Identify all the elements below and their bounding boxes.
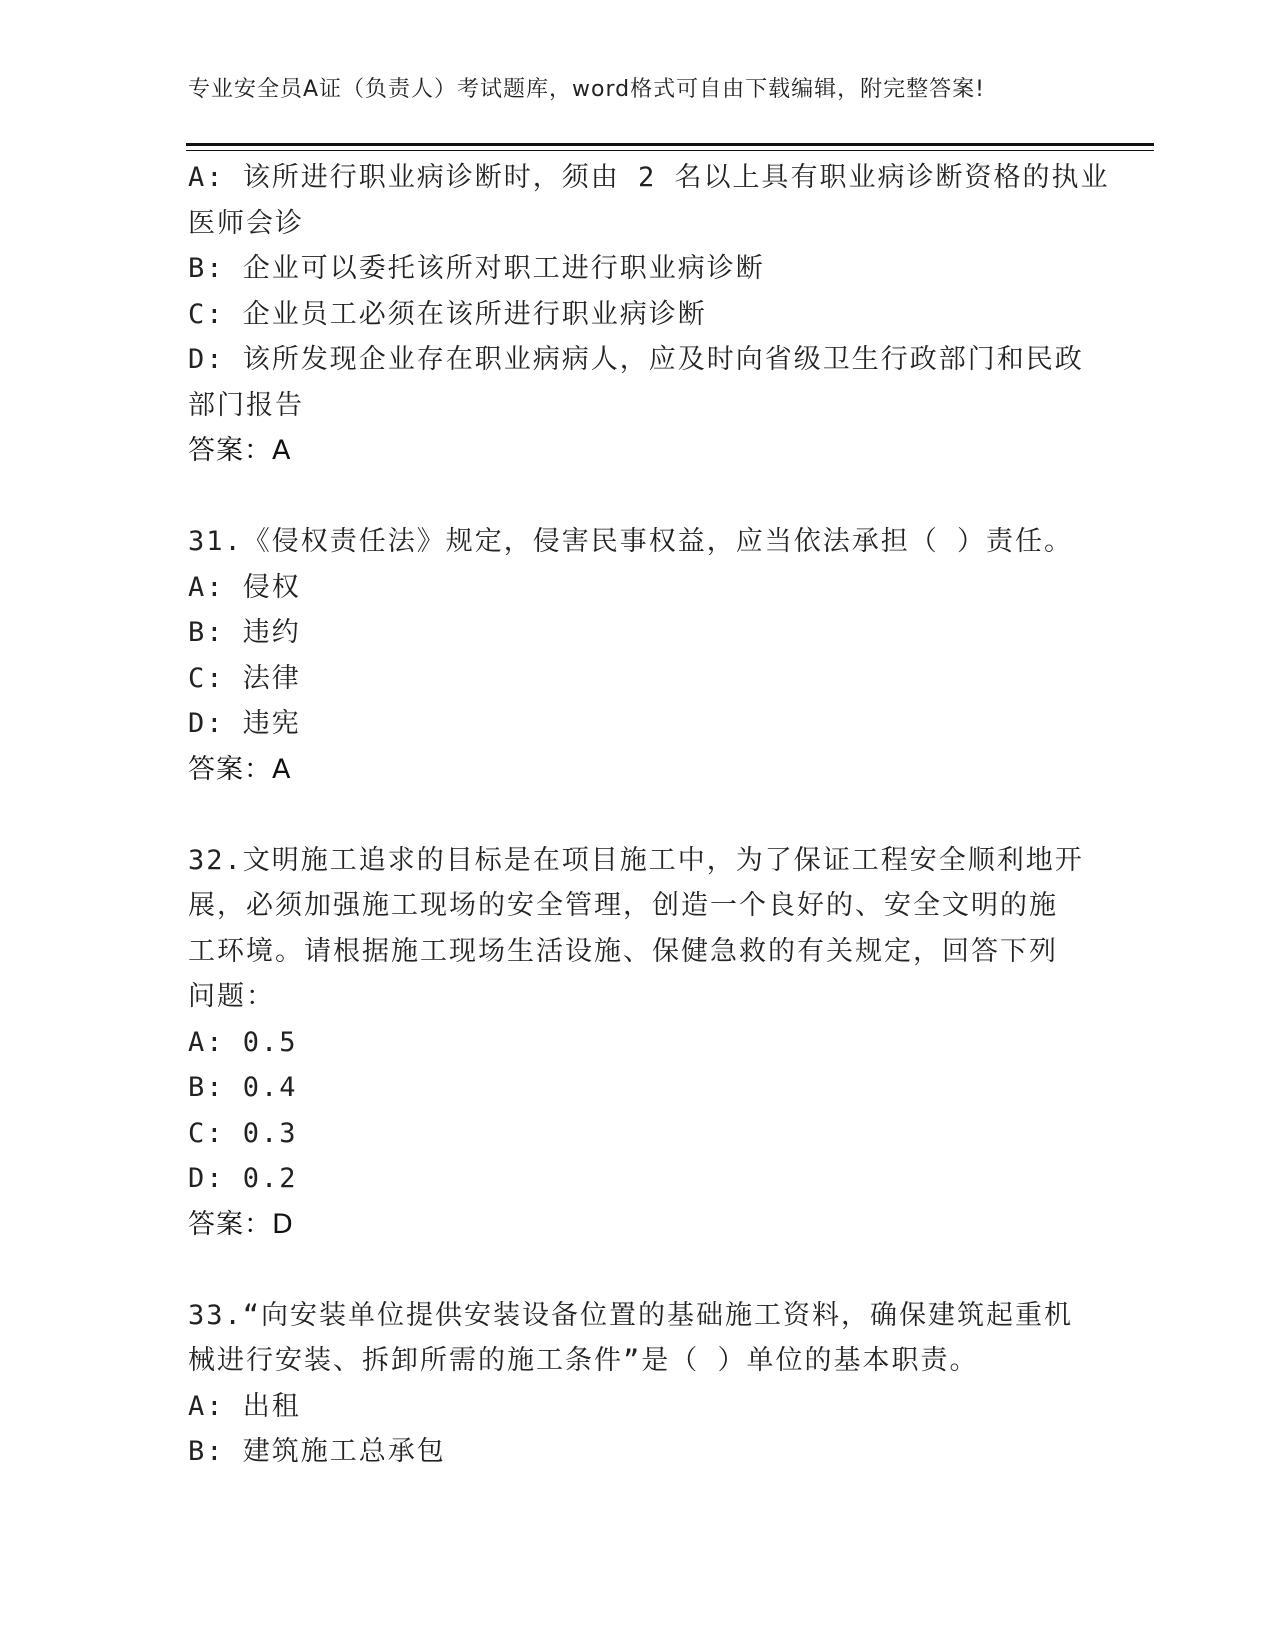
option-a: A: 侵权 — [188, 571, 301, 603]
question-32 — [188, 838, 1088, 1248]
option-d-line-1: D: 该所发现企业存在职业病病人，应及时向省级卫生行政部门和民政 — [188, 344, 1084, 375]
question-stem-line-4: 问题： — [188, 981, 275, 1012]
header-rule-thin — [186, 150, 1154, 151]
page-header: 专业安全员A证（负责人）考试题库，word格式可自由下载编辑，附完整答案! — [188, 77, 985, 102]
option-b: B: 建筑施工总承包 — [188, 1436, 446, 1467]
question-stem: 31.《侵权责任法》规定，侵害民事权益，应当依法承担（ ）责任。 — [188, 526, 1074, 557]
question-33 — [188, 1293, 1088, 1475]
option-c: C: 0.3 — [188, 1117, 298, 1149]
header-rule-thick — [186, 143, 1154, 146]
question-stem-line-2: 械进行安装、拆卸所需的施工条件”是（ ）单位的基本职责。 — [188, 1345, 979, 1376]
question-stem-line-3: 工环境。请根据施工现场生活设施、保健急救的有关规定，回答下列 — [188, 935, 1058, 967]
option-a: A: 0.5 — [188, 1026, 298, 1058]
option-c: C: 企业员工必须在该所进行职业病诊断 — [188, 298, 707, 330]
answer: 答案：A — [188, 753, 292, 785]
question-content — [188, 155, 1110, 1475]
option-d: D: 违宪 — [188, 708, 301, 739]
option-c: C: 法律 — [188, 662, 301, 694]
question-stem-line-1: 32.文明施工追求的目标是在项目施工中，为了保证工程安全顺利地开 — [188, 844, 1084, 876]
answer: 答案：A — [188, 435, 292, 466]
spacer — [188, 792, 1088, 838]
option-d-line-2: 部门报告 — [188, 389, 304, 421]
answer: 答案：D — [188, 1208, 294, 1240]
option-a: A: 出租 — [188, 1390, 301, 1422]
option-b: B: 企业可以委托该所对职工进行职业病诊断 — [188, 253, 765, 284]
option-a-line-2: 医师会诊 — [188, 207, 304, 239]
option-d: D: 0.2 — [188, 1163, 298, 1194]
option-b: B: 违约 — [188, 617, 301, 648]
option-b: B: 0.4 — [188, 1072, 298, 1103]
spacer — [188, 474, 1088, 520]
question-stem-line-1: 33.“向安装单位提供安装设备位置的基础施工资料，确保建筑起重机 — [188, 1299, 1074, 1331]
question-31 — [188, 519, 1088, 792]
question-30-tail — [188, 155, 1110, 474]
question-stem-line-2: 展，必须加强施工现场的安全管理，创造一个良好的、安全文明的施 — [188, 890, 1058, 921]
option-a-line-1: A: 该所进行职业病诊断时，须由 2 名以上具有职业病诊断资格的执业 — [188, 162, 1110, 193]
spacer — [188, 1247, 1088, 1293]
